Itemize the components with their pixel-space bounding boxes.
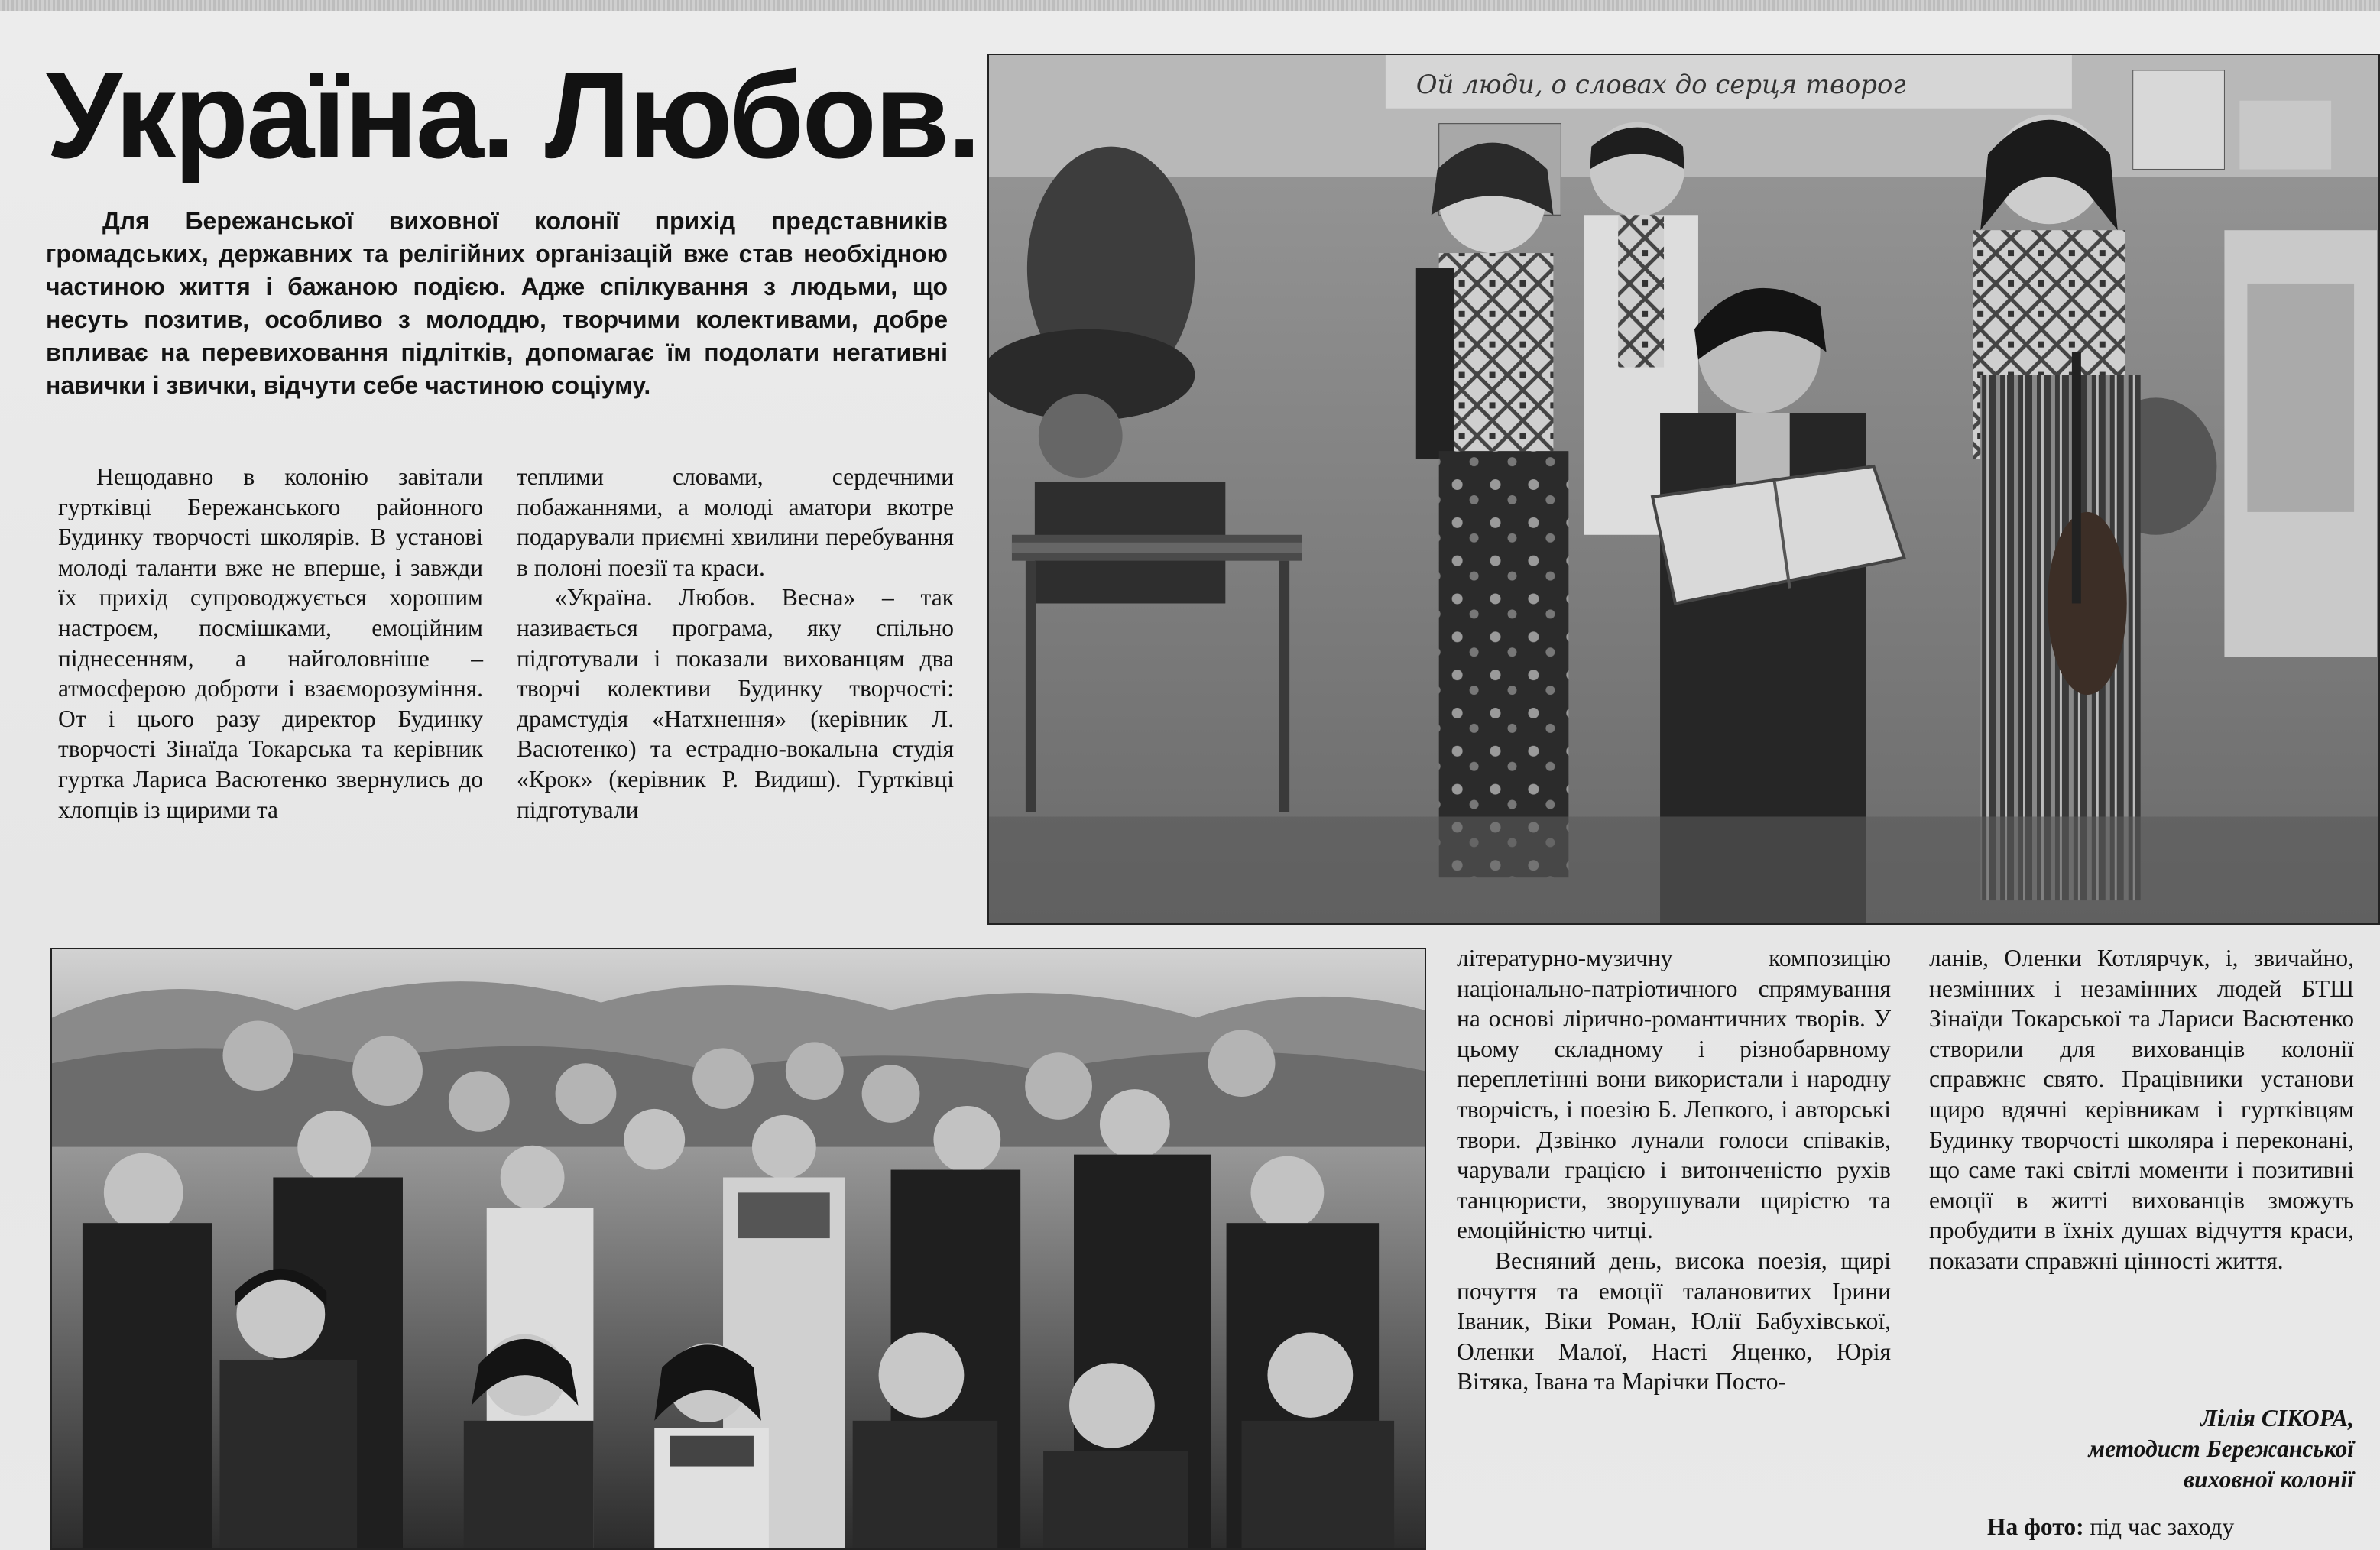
photo-group: [50, 948, 1426, 1550]
article-lead: Для Бережанської виховної колонії прихід представників громадських, державних та релігійних організацій вже став необхідною частиною життя і бажаною подією. Адже спілкування з людьми, що несуть позитив, особливо з молоддю, творчими колективами, добре впливає на перевиховання підлітків, допомагає їм подолати негативні навички і звички, відчути себе частиною соціуму.: [46, 207, 948, 399]
photo-caption: [1987, 1512, 2234, 1542]
body-col3-paragraph-2: Весняний день, висока поезія, щирі почуття та емоції талановитих Ірини Іваник, Віки Роман, Юлії Бабухівської, Оленки Малої, Насті Яценко, Юрія Вітяка, Івана та Марічки Посто-: [1457, 1247, 1891, 1396]
body-column-2: [517, 462, 954, 825]
body-col1-paragraph: Нещодавно в колонію завітали гуртківці Бережанського районного Будинку творчості школярів. В установі молоді таланти вже не вперше, і завжди їх прихід супроводжується хорошим настроєм, посмішками, емоційним піднесенням, а найголовніше – атмосферою доброти і взаєморозуміння. От і цього разу директор Будинку творчості Зінаїда Токарська та керівник гуртка Лариса Васютенко звернулись до хлопців із щирими та: [58, 463, 483, 823]
body-col3-paragraph-1: літературно-музичну композицію національно-патріотичного спрямування на основі лірично-романтичних творів. У цьому складному і різнобарвному переплетінні вони використали і народну творчість, і поезію Б. Лепкого, і авторські твори. Дзвінко лунали голоси співаків, чарували грацією і витонченістю рухів танцюристи, зворушували щирістю та емоційністю читці.: [1457, 945, 1891, 1244]
body-column-3: [1457, 943, 1891, 1397]
top-border: [0, 0, 2380, 11]
photo-caption-text: під час заходу: [2090, 1513, 2235, 1540]
photo-stage-image: [989, 55, 2378, 923]
photo-caption-label: На фото:: [1987, 1513, 2084, 1540]
body-col4-paragraph: ланів, Оленки Котлярчук, і, звичайно, незмінних і незамінних людей БТШ Зінаїди Токарської та Лариси Васютенко створили для вихованців колонії справжнє свято. Працівники установи щиро вдячні керівникам і гуртківцям Будинку творчості школяра і переконані, що саме такі світлі моменти і позитивні емоції в житті вихованців зможуть пробудити в їхніх душах відчуття краси, показати справжні цінності життя.: [1929, 945, 2354, 1274]
author-role-line-1: методист Бережанської: [2088, 1435, 2354, 1462]
photo-group-image: [52, 949, 1425, 1548]
headline-word-2: Любов.: [544, 47, 979, 183]
photo-stage-performance: [987, 54, 2380, 925]
author-signature: [2089, 1403, 2354, 1495]
author-role-line-2: виховної колонії: [2184, 1466, 2354, 1493]
author-name: Лілія СІКОРА,: [2200, 1405, 2354, 1432]
headline-word-1: Україна.: [46, 47, 514, 183]
body-col2-paragraph-2: «Україна. Любов. Весна» – так називається програма, яку спільно підготували і показали вихованцям два творчі колективи Будинку творчості: драмстудія «Натхнення» (керівник Л. Васютенко) та естрадно-вокальна студія «Крок» (керівник Р. Видиш). Гуртківці підготували: [517, 584, 954, 823]
body-col2-paragraph-1: теплими словами, сердечними побажаннями, а молоді аматори вкотре подарували приємні хвилини перебування в полоні поезії та краси.: [517, 463, 954, 581]
body-column-4: [1929, 943, 2354, 1276]
body-column-1: [58, 462, 483, 825]
stage-banner-text: Ой люди, о словах до серця творог: [1415, 69, 1906, 99]
